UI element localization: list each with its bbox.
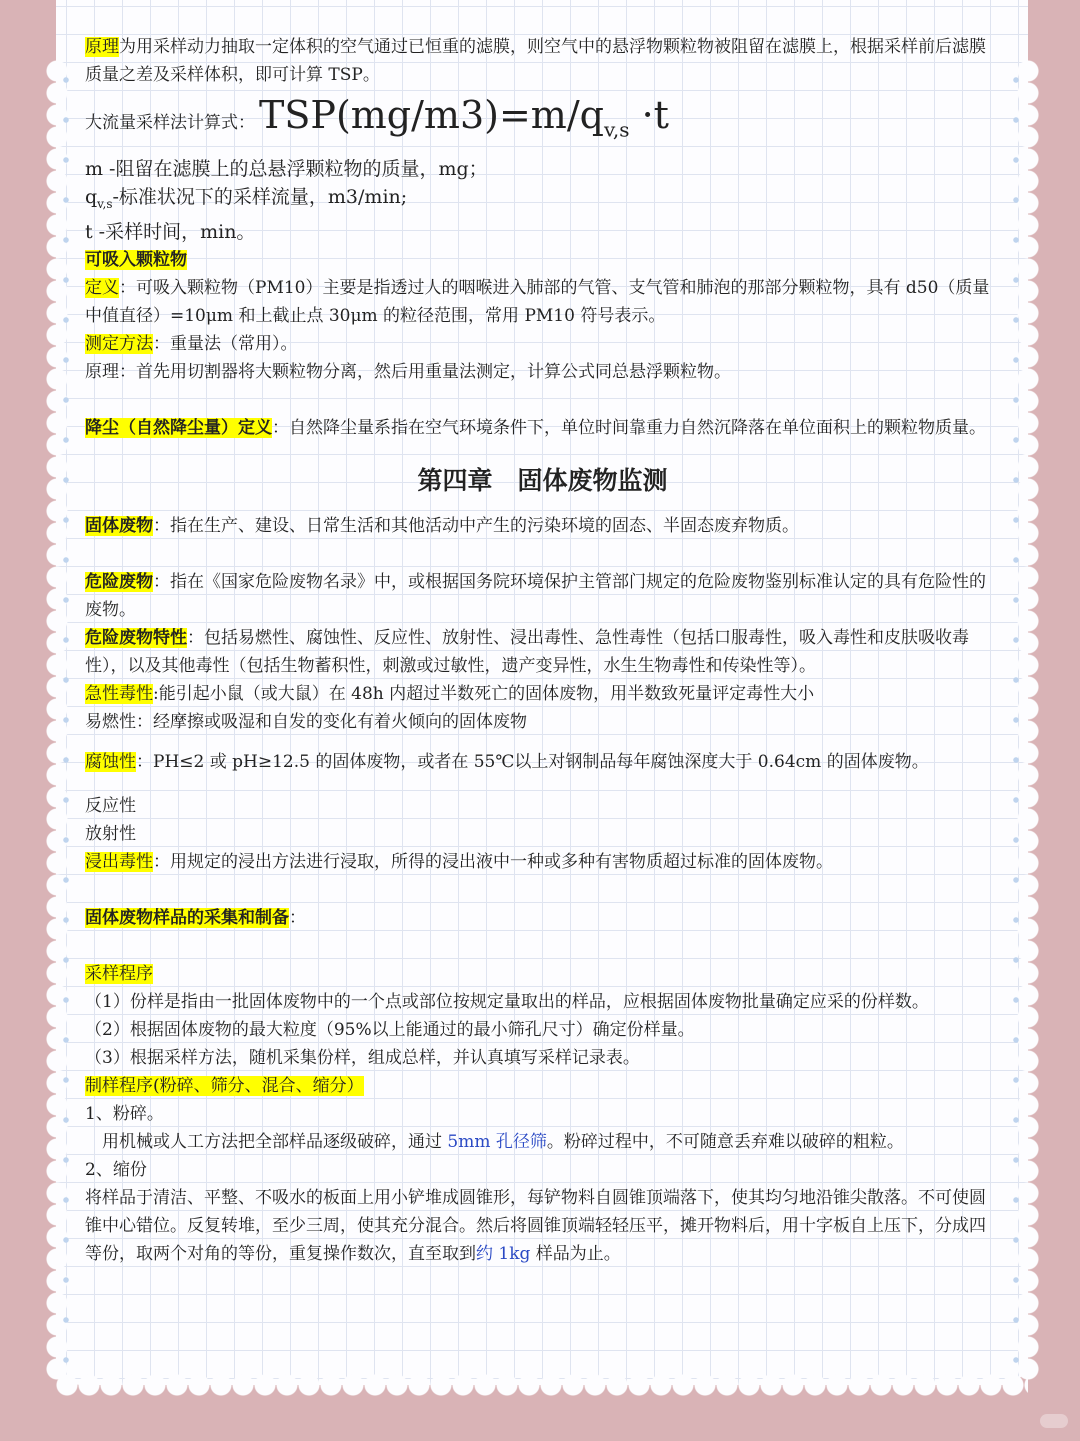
var-q-text: -标准状况下的采样流量，m3/min; <box>112 186 408 208</box>
spacer <box>85 876 1000 904</box>
sampling-heading <box>85 904 1000 932</box>
solid-waste-definition <box>85 512 1000 540</box>
pm10-method-text: ：重量法（常用）。 <box>153 333 298 354</box>
dust-label: 降尘（自然降尘量）定义 <box>85 417 272 438</box>
hazardous-props-label: 危险废物特性 <box>85 627 187 648</box>
var-q-base: q <box>85 186 98 208</box>
procedure-step: （2）根据固体废物的最大粒度（95%以上能通过的最小筛孔尺寸）确定份样量。 <box>85 1019 695 1040</box>
pm10-def-text: ：可吸入颗粒物（PM10）主要是指透过人的咽喉进入肺部的气管、支气管和肺泡的那部分颗粒物，具有 d50（质量中值直径）=10μm 和上截止点 30μm 的粒径范围，常用 PM10 符号表示。 <box>85 277 990 326</box>
reduce-amount: 约 1kg <box>476 1243 531 1264</box>
reduce-text <box>85 1184 1000 1268</box>
solid-waste-label: 固体废物 <box>85 515 153 536</box>
dust-text: ：自然降尘量系指在空气环境条件下，单位时间靠重力自然沉降落在单位面积上的颗粒物质量。 <box>272 417 986 438</box>
leaching-toxicity <box>85 848 1000 876</box>
prep-heading <box>85 1072 1000 1100</box>
pm10-method-label: 测定方法 <box>85 333 153 354</box>
corrosive-label: 腐蚀性 <box>85 751 136 772</box>
pm10-principle: 原理：首先用切割器将大颗粒物分离，然后用重量法测定，计算公式同总悬浮颗粒物。 <box>85 361 731 382</box>
pm10-heading <box>85 246 1000 274</box>
sampling-heading-colon: ： <box>289 907 306 928</box>
formula-prefix: 大流量采样法计算式： <box>85 113 255 133</box>
reduce-title: 2、缩份 <box>85 1159 147 1180</box>
reduce-text-b: 样品为止。 <box>530 1243 621 1264</box>
acute-toxicity <box>85 680 1000 708</box>
formula-subscript: v,s <box>603 117 630 142</box>
paper-scallop-bottom <box>56 1374 1028 1396</box>
hazardous-properties <box>85 624 1000 680</box>
leach-text: ：用规定的浸出方法进行浸取，所得的浸出液中一种或多种有害物质超过标准的固体废物。 <box>153 851 833 872</box>
solid-waste-text: ：指在生产、建设、日常生活和其他活动中产生的污染环境的固态、半固态废弃物质。 <box>153 515 799 536</box>
pm10-def-label: 定义 <box>85 277 119 298</box>
reactivity: 反应性 <box>85 795 136 816</box>
procedure-step: （3）根据采样方法，随机采集份样，组成总样，并认真填写采样记录表。 <box>85 1047 640 1068</box>
acute-label: 急性毒性 <box>85 683 153 704</box>
procedure-label: 采样程序 <box>85 963 153 984</box>
tsp-formula <box>259 93 669 144</box>
prep-label: 制样程序(粉碎、筛分、混合、缩分） <box>85 1075 364 1096</box>
tsp-principle-text: 为用采样动力抽取一定体积的空气通过已恒重的滤膜，则空气中的悬浮物颗粒物被阻留在滤膜上，根据采样前后滤膜质量之差及采样体积，即可计算 TSP。 <box>85 37 986 85</box>
spacer <box>85 540 1000 568</box>
hazardous-props-text: ：包括易燃性、腐蚀性、反应性、放射性、浸出毒性、急性毒性（包括口服毒性，吸入毒性和皮肤吸收毒性），以及其他毒性（包括生物蓄积性，刺激或过敏性，遗产变异性，水生生物毒性和传染性等）。 <box>85 627 969 676</box>
crush-text-a: 用机械或人工方法把全部样品逐级破碎，通过 <box>85 1131 448 1152</box>
crush-text <box>85 1128 1000 1156</box>
leach-label: 浸出毒性 <box>85 851 153 872</box>
var-q-subscript: v,s <box>97 196 113 211</box>
hazardous-text: ：指在《国家危险废物名录》中，或根据国务院环境保护主管部门规定的危险废物鉴别标准认定的具有危险性的废物。 <box>85 571 986 620</box>
formula-end: ·t <box>629 93 669 137</box>
paper-scallop-right <box>1017 60 1039 1380</box>
procedure-heading <box>85 960 1000 988</box>
corrosivity <box>85 748 1000 776</box>
formula-main: TSP(mg/m3)=m/q <box>259 93 604 137</box>
watermark-badge <box>1040 1414 1068 1428</box>
hazardous-definition <box>85 568 1000 624</box>
tsp-principle-label: 原理 <box>85 37 119 57</box>
spacer <box>85 386 1000 414</box>
acute-text: :能引起小鼠（或大鼠）在 48h 内超过半数死亡的固体废物，用半数致死量评定毒性大小 <box>153 683 815 704</box>
var-m: m -阻留在滤膜上的总悬浮颗粒物的质量，mg； <box>85 158 488 180</box>
var-q <box>85 183 1000 218</box>
radioactivity: 放射性 <box>85 823 136 844</box>
sampling-heading-text: 固体废物样品的采集和制备 <box>85 907 289 928</box>
flammability: 易燃性：经摩擦或吸湿和自发的变化有着火倾向的固体废物 <box>85 711 527 732</box>
hazardous-label: 危险废物 <box>85 571 153 592</box>
corrosive-text: ：PH≤2 或 pH≥12.5 的固体废物，或者在 55℃以上对钢制品每年腐蚀深度大于 0.64cm 的固体废物。 <box>136 751 929 772</box>
tsp-formula-line <box>85 93 1000 155</box>
dot-border-left <box>63 60 69 1370</box>
chapter-title: 第四章 固体废物监测 <box>417 465 668 495</box>
procedure-step: （1）份样是指由一批固体废物中的一个点或部位按规定量取出的样品，应根据固体废物批量确定应采的份样数。 <box>85 991 929 1012</box>
pm10-definition <box>85 274 1000 330</box>
dust-definition <box>85 414 1000 442</box>
pm10-heading-text: 可吸入颗粒物 <box>85 249 187 270</box>
document-body <box>85 33 1000 1268</box>
pm10-method <box>85 330 1000 358</box>
crush-text-b: 。粉碎过程中，不可随意丢弃难以破碎的粗粒。 <box>546 1131 904 1152</box>
var-t: t -采样时间，min。 <box>85 220 256 243</box>
tsp-principle <box>85 33 1000 89</box>
dot-border-right <box>1013 60 1019 1370</box>
reduce-text-a: 将样品于清洁、平整、不吸水的板面上用小铲堆成圆锥形，每铲物料自圆锥顶端落下，使其均匀地沿锥尖散落。不可使圆锥中心错位。反复转堆，至少三周，使其充分混合。然后将圆锥顶端轻轻压平，摊开物料后，用十字板自上压下，分成四等份，取两个对角的等份，重复操作数次，直至取到 <box>85 1187 986 1264</box>
spacer <box>85 932 1000 960</box>
crush-sieve-size: 5mm 孔径筛 <box>447 1131 547 1152</box>
crush-title: 1、粉碎。 <box>85 1103 164 1124</box>
